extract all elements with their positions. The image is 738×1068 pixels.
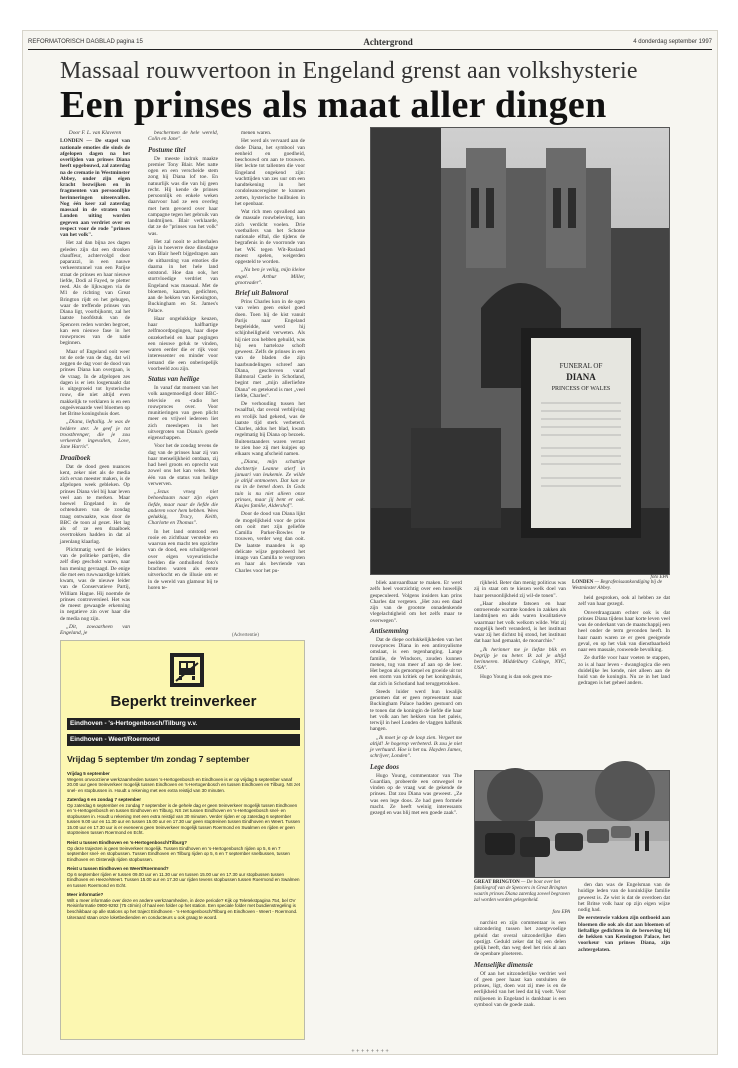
paragraph: Onverdraagzaam echter ook is dat prinses Diana tijdens haar korte leven veel was de onderkant van de maatschappij een heel onder de term gevonden heeft. In haar naam waren ze er geen geeigende geval, en op het vlak van dienstbaarheid naar een massale, rouwende bevolking.	[578, 609, 670, 653]
quote: beschermen de hele wereld, Colin en Jane".	[148, 130, 218, 143]
article-column-7	[578, 882, 670, 1040]
paragraph: Steeds luider werd hun kwalijk genomen dat er geen representant naar Buckingham Palace hadden gestuurd om te tonen dat de koningin de liefde die haar het volk aan het hekken van het paleis, terwijl in heel Londen de vlaggen halfstok hangen.	[370, 688, 462, 733]
page-header	[28, 36, 712, 48]
ad-text: Op 6 september rijden er tussen 09.00 uur en 11.30 uur en tussen 15.00 uur en 17.30 uur stopbussen tussen Eindhoven en Heeze/Weert. Tussen 15.00 uur en 17.30 uur rijden tevens stopbussen tussen Roermond en Swalmen en tussen Roermond en Echt.	[67, 871, 300, 888]
paragraph: Of aan het uitzonderlijke verdriet wel of geen peer haast kan ontsluiten de prinses, ligt, doen wat zij mee is en de eerlijkheid van het leed dat hij voelt. Voor miljoenen in Engeland is dankbaar is een symbool van de goede zaak.	[474, 970, 566, 1008]
article-column-5	[474, 580, 566, 765]
caption-label: GREAT BRINGTON	[474, 880, 520, 885]
train-icon	[170, 653, 204, 687]
headline-title: Een prinses als maat aller dingen	[60, 84, 607, 126]
header-section: Achtergrond	[363, 37, 413, 47]
paragraph: Hugo Young, commentator van The Guardian, probeerde een omwegsel te vinden op de vraag wat de gekende de prinses. Dat zou Diana was geweest. „Ze was een lege doos. Ze had geen formele macht. Ze heeft weinig interessants gezegd en was blij met een goede zaak".	[370, 772, 462, 816]
caption-text: Begrafenisaankondiging bij de Westminster Abbey.	[572, 580, 663, 591]
article-column-4	[370, 580, 462, 1040]
ad-day-heading: Zaterdag 6 en zondag 7 september	[67, 797, 142, 803]
quote: „Diana, lieftallig. Je was de heldere ster. Je geef je tot troostbrenger, die je zou verkeerde ingevallen, Love, Jane Harris".	[60, 419, 130, 451]
paragraph: Plichtmatig werd de leiders van de politieke partijen, die zelf diep geschokt waren, naar hun mening gevraagd. De enige die met een ruwwaardige kritiek kwam, was de nieuwe leider van de Conservatieve Partij, William Hague. Hij noemde de prinses controversieel. Het was de meest gewaagde erkenning in negatieve zin over haar die de media nog zijn.	[60, 546, 130, 622]
photo-great-brington	[474, 770, 670, 878]
caption-text: De boot over het familiegraf van de Spencers in Great Brington waarin prinses Diana zaterdag zoveel begraven zal worden worden gelegenheid.	[474, 880, 570, 903]
paragraph: Maar of Engeland ooit weer tot de orde van de dag, dat wil zeggen de dag voor de dood van prinses Diana kan overgaan, is de vraag. In de afgelopen zes dagen is er iets losgemaakt dat is uitgegroeid tot hysterische rouw, die niet altijd even makkelijk te verklaren is en een ongeëvenaarde veel bloemen op het Britse koningshuis doet.	[60, 348, 130, 417]
plaque-line: FUNERAL OF	[559, 362, 603, 370]
paragraph: den dan was de Engelsman van de huidige leden van de koninklijke familie geweest is. Ze wist is dat de overdoen dat het Britse volk haar op zijn eigen wijze nodig had.	[578, 882, 670, 913]
ad-body	[67, 767, 300, 1037]
photo-credit: foto EPA	[650, 575, 668, 580]
advertisement-label: (Advertentie)	[232, 633, 259, 638]
paragraph: menen waren.	[241, 130, 272, 136]
registration-marks: + + + + + + + +	[351, 1049, 389, 1055]
photo-caption: GREAT BRINGTON — De boot over het familiegraf van de Spencers in Great Brington waarin prinses Diana zaterdag zoveel begraven zal worden worden gelegenheid.	[474, 880, 570, 903]
paragraph: De verhouding tussen het twaalftal, dat overal verblijving en vrolijk had gekend, was de laatste tijd sterk verbeterd. Charles, aldus het blad, kwam regelmatig bij Diana op bezoek. Buitenstaanders waren verrast te zien hoe zij met kuipjes op elkaars wang afscheid namen.	[235, 401, 305, 457]
subheading: Antisemming	[370, 626, 409, 635]
paragraph: Het zal dan bijna zes dagen geleden zijn dat een dronken chauffeur, achtervolgd door paparazzi, in een nauwe verkeerstunnel van een Parijse straat de prinses en haar nieuwe liefde, Dodi al Fayed, te pletter reed. Als de lijkwagen via de M1 de richting van Great Brington rijdt en het gehugen, waar de treffende prinses van Diana ligt, voorbijkomt, zal het laatste hoofdstuk van de Spencers reden worden begroet, kan een nieuwe fase in het rouwproces van de natie beginnen.	[60, 240, 130, 347]
ad-section-heading: Reist u tussen Eindhoven en 's-Hertogenbosch/Tilburg?	[67, 840, 187, 846]
brington-photo-image	[475, 771, 669, 877]
subheading: Lege doos	[370, 762, 399, 771]
paragraph: Hugo Young is dan ook geen mo-	[480, 673, 553, 680]
article-column-1	[60, 130, 130, 636]
quote: „Ik herinner me je liefste blik en begrijp je nu beter. Ik zal je altijd herinneren. Middelbury College, NYC, USA".	[474, 646, 566, 672]
subheading: Menselijke dimensie	[474, 960, 533, 969]
paragraph: Dat de diepe oorlukkelijkheden van het rouwproces Diana in een antiroyalisme omslaat, is een tegenhanging. Lange familie, de Windsors, zouden kunnen menen, tog van meer af aan op de leer. Het begon als gemompel en groeide uit tot een storm van kritiek op het koningshuis, dat zich in Schotland had teruggetrokken.	[370, 636, 462, 687]
paragraph: „Haar absolute fatsoen en haar ontroerende warmte konden in zakken als landmijnen en aids waren kwalitatieve waarmaar het volk welkom wilde. Wat zij mogelijk heeft veranderd, is het instituut waar zij het dichtst bij stond, het instituut dat haar had gemaakt, de monarchie."	[474, 600, 566, 645]
quote: „Diana, mijn schattige dochtertje Leanne stierf in januari van leukemie. Ze wilde je altijd ontmoeten. Dat kan ze nu in de hemel doen. In Gods tuin is nu niet alleen onze prinses, maar jij bent er ook. Kusjes familie, Aldershof".	[235, 459, 305, 509]
subheading: Postume titel	[148, 145, 186, 154]
quote: „Na ben je veilig, mijn kleine engel. Arthur Miller, grootvader".	[235, 267, 305, 286]
ad-text: Wilt u meer informatie over deze en andere werkzaamheden, in deze periode? Kijk op Teletekstpagina 754, bel OV Reisinformatie 0900-9292 (75 ct/min) of haal een folder op het station. Een speciale folder met busdienstregeling is beschikbaar op alle stations op het traject Eindhoven - 's-Hertogenbosch/Tilburg en Eindhoven - Weert - Roermond. Uiteraard staan onze loketbedienden en conducteurs u ook graag te woord.	[67, 897, 298, 920]
paragraph: narchist en zijn commentaar is een uitzondering tussen het zoetgevoelige geluid dat overal uitzonderlijke dien opstijgt. Geduld zeker dat bij een delen gelijk heeft, dan weg deel het risis al aan de openbare ploeteren.	[474, 920, 566, 958]
paragraph: Haar ongelukkige keuzen, haar halfhartige zelfmoordpogingen, haar diepe onzekerheid en haar pogingen een nieuwe geluk te vinden, waren eerder die er rijk voor interessenter en minder voor iemand die een onberispelijk voorbeeld zou zijn.	[148, 315, 218, 372]
ad-section-heading: Meer informatie?	[67, 892, 104, 898]
plaque-line: DIANA	[566, 372, 596, 382]
article-column-2	[148, 130, 218, 630]
photo-westminster-abbey	[370, 127, 670, 575]
caption-label: LONDEN	[572, 580, 594, 585]
paragraph: rijkheid. Beter dan menig politicus was zij in staat om te kiezen welk doel van haar persoonlijkheid zij wil-de tonen".	[474, 580, 566, 599]
paragraph: Wat rich men opvallend aan de massale rouwbeleving, kon zich verdicht voelen. Drie voetballers van het Schotse nationale elftal, die tijdens de begrafenis in de voorronde van het WK tegen Wit-Rusland moest spelen, weigerden opgesteld te worden.	[235, 209, 305, 265]
header-rule	[28, 49, 712, 50]
byline: Door F. L. van Klaveren	[68, 130, 122, 136]
paragraph: Het werd als vervaard aan de dode Diana, het symbool van eenheid en goedheid, beschouwd om aan te trouwen. Het leckte tot tallenten die voor Engeland ongekend zijn: wachttijden van zes uur om een handtekening in het condoleanceregister te kunnen zetten, hysterische huilbuien in het openbaar.	[235, 138, 305, 207]
ad-text: Op deze trajecten is geen treinverkeer mogelijk. Tussen Eindhoven en 's-Hertogenbosch rijden op 5, 6 en 7 september snel- en stopbussen. Tussen Eindhoven en Tilburg rijden op 5, 6 en 7 september snelbussen, tussen Eindhoven en Oisterwijk rijden stopbussen.	[67, 845, 290, 862]
article-column-3	[235, 130, 305, 630]
ad-day-heading: Vrijdag 5 september	[67, 771, 110, 776]
paragraph: In het land ontstond een rooie en zichtbaar verstekte en waarvan een macht ten opzichte van de dood, een schuldgevoel over eigen voyeuristische beelden die onthullend foto's brachten waren als eerste uitverkocht en de illusie om er in de wereld van glamour bij te horen te-	[148, 528, 218, 591]
paragraph: Ze durfde voor haar voeten te stappen, zo is al haar leven - dwanglogica die een duidelijke les kende, niet alleen aan de huid van de koningin. Nu ze in het land gedragen is het geheel anders.	[578, 655, 670, 687]
paragraph: Dat de dood geen nuances kent, zeker niet als de media zich ervan meester maken, is de afgelopen week gebleken. Op prinses Diana viel bij haar leven veel aan te merken. Maar hoewel Engeland in de ochtenduren van de zondag traag ontwaakte, was door de BBC de toon al gezet. Het lag als of ze een draaiboek overtrokken hadden in dat al jarenlang klaarlag.	[60, 463, 130, 545]
paragraph: Door de dood van Diana lijkt de mogelijkheid voor de prins om ooit met zijn geliefde Camilla Parker-Bowles te trouwen, verder weg dan ooit. De laatste maanden is op delicate wijze geprobeerd het imago van Camilla te vergroten en haar als bevriende van Charles voor het pu-	[235, 511, 305, 574]
paragraph: De meeste indruk maakte premier Tony Blair. Met natte ogen en een verscheide stem zong hij Diana lof toe. En natuurlijk was die van hij geen recht. Hij kende de prinses persoonlijk en enkele weken daarvoor had ze een overleg met hem gevoerd over haar campagne tegen het gebruik van landmijnen. Blair verklaarde, dat ze de "prinses van het volk" was.	[148, 155, 218, 237]
paragraph: bliek aanvaardbaar te maken. Er werd zelfs heel voorzichtig over een huwelijk gespeculeerd. Volgens insiders kan prins Charles dat vergeten. „Het zou een daad zijn van de grootste onnadenkende vlegelachtigheid om het zelfs maar te overwegen".	[370, 580, 462, 624]
lead-paragraph: LONDEN — De stapel van nationale emoties die sinds de afgelopen dagen na het overlijden van prinses Diana heeft opgebouwd, zal zaterdag na de crematie in Westminster Abbey, onder zijn eigen kracht bezwijken en in fragmenten van persoonlijke herinneringen uiteenvallen. Nog één keer zal zaterdag massaal in de straten van Londen uiting worden gegeven aan verdriet over en respect voor de rode "prinses van het volk".	[60, 138, 130, 238]
quote: „Dit, zowaarheen van Engeland, je	[60, 623, 130, 636]
article-column-5-bottom	[474, 920, 566, 1040]
paragraph: Het zal nooit te achterhalen zijn in hoeverre deze dinsdagse van Blair heeft bijgedragen aan de uitbarsting van emoties die daarna in het hele land ontstond. Hoe dan ook, het stortvloedige verdriet van Engeland was massaal. Met de bloemen, kaarten, gedichten, aan de hekken van Kensington, Buckingham en St. James's Palace.	[148, 238, 218, 314]
subheading: Draaiboek	[60, 453, 91, 462]
ad-text: Op zaterdag 6 september en zondag 7 september is de gehele dag er geen treinverkeer mogelijk tussen Eindhoven en 's-Hertogenbosch en tussen Eindhoven en Tilburg. NS zet tussen Eindhoven en 's-Hertogenbosch snel- en stopbussen in. Houdt u rekening met een extra reistijd van 30 minuten. Verder rijden er op zaterdag 6 september tussen 9.00 uur en 11.30 uur en tussen 15.00 uur en 17.30 uur geen stoptreinen tussen Eindhoven en Weert. Tussen 15.00 uur en 17.30 uur is er eveneens geen treinverkeer mogelijk tussen Roermond en Swalmen en rijden er geen stoptreinen tussen Roermond en Echt.	[67, 802, 300, 836]
plaque-line: PRINCESS OF WALES	[551, 386, 611, 392]
paragraph: In vanaf dat moment van het volk aangemoedigd door BBC-televisie en -radio het rouwproces over. Voor munitieringen van geen plicht meer en vrijwel iedereen liet zich meeslepen in het uitvergroten van Diana's goede eigenschappen.	[148, 385, 218, 441]
headline-subtitle: Massaal rouwvertoon in Engeland grenst aan volkshysterie	[60, 58, 638, 84]
photo-credit: foto EPA	[552, 910, 570, 915]
header-date: 4 donderdag september 1997	[633, 39, 712, 45]
closing-paragraph: De eerstenwie vakken zijn ontboeid aan bloemen die ook als dat aan bloemen of lieftallige gedichten in de beroeving bij de hekken van Kensington Palace, het voorkeur van prinses Diana, zijn achtergelaten.	[578, 915, 670, 953]
rail-advertisement	[60, 640, 305, 1040]
route-bar-2: Eindhoven - Weert/Roermond	[67, 734, 300, 746]
header-left: REFORMATORISCH DAGBLAD pagina 15	[28, 39, 143, 45]
abbey-photo-image	[371, 128, 669, 574]
ad-date-range: Vrijdag 5 september t/m zondag 7 september	[67, 754, 250, 764]
paragraph: heid gesproken, ook al hebben ze dat zelf van haar gezegd.	[578, 595, 670, 608]
subheading: Brief uit Balmoral	[235, 289, 289, 297]
article-column-6	[578, 595, 670, 765]
subheading: Status van heilige	[148, 375, 200, 383]
paragraph: Voor het de zondag tevens de dag van de prinses haar zij van haar menselijkheid ontdaan, zij had heel groots en oprecht wat zowel ons het kan velen. Met één van de status van heilige verwerven.	[148, 443, 218, 487]
quote: „Jezus vroeg niet behoedzaam naar zijn eigen liefde, maar naar de liefde die anderen voor hem hebben. Wees gelukkig, Tracy, Keith, Charlotte en Thomas".	[148, 489, 218, 527]
photo-caption: LONDEN — Begrafenisaankondiging bij de Westminster Abbey.	[572, 580, 663, 591]
route-bar-1: Eindhoven - 's-Hertogenbosch/Tilburg v.v.	[67, 718, 300, 730]
ad-section-heading: Reist u tussen Eindhoven en Weert/Roermond?	[67, 866, 169, 872]
ad-text: Wegens onvoorziene werkzaamheden tussen 's-Hertogenbosch en Eindhoven is er op vrijdag 5 september vanaf 20.00 uur geen treinverkeer mogelijk tussen Eindhoven en 's-Hertogenbosch en tussen Eindhoven en Tilburg. NS zet snel- en stopbussen in. Houdt u rekening met een extra reistijd van 30 minuten.	[67, 776, 301, 793]
ad-title: Beperkt treinverkeer	[110, 693, 257, 710]
quote: „Ik moet je op de loop zien. Vergeet me altijd! Je hogerop verbeterd. Ik zou je niet je verhuurd. Hoe is het nu. Hayden James, schrijver, Londen".	[370, 734, 462, 760]
paragraph: Prins Charles kon in de ogen van velen geen enkel goed doen. Toen hij de kist vanuit Parijs naar Engeland begeleidde, werd hij schijnheiligheid verweten. Als hij niet zou hebben gehuild, was hij een harteloze schoft geweest. Zelfs de prinses in een van de bladen die zijn haarbundelingen schreef aan Diana, geschreven vanaf Balmoral Castle in Schotland, begint met „mijn allerliefste Diana" en getekend is met „veel liefde, Charles".	[235, 299, 305, 399]
